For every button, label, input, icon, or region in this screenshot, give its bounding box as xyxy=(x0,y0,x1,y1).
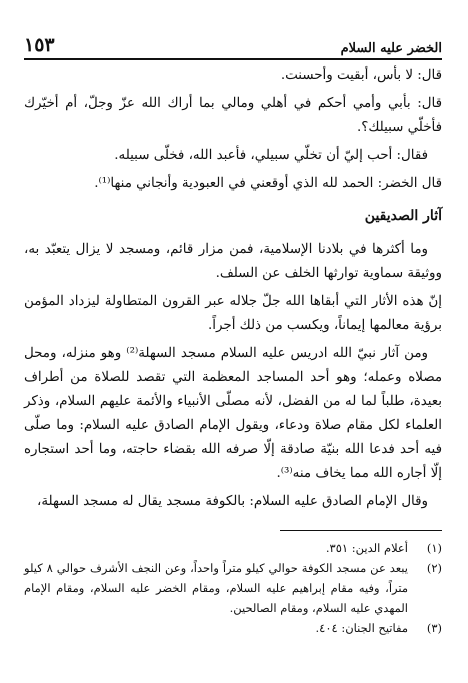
footnote-number: (٣) xyxy=(426,621,442,635)
main-text xyxy=(24,64,442,518)
footnote-text: مفاتيح الجنان: ٤٠٤. xyxy=(315,621,408,635)
paragraph: قال الخضر: الحمد لله الذي أوقعني في العبودية وأنجاني منها⁽¹⁾. xyxy=(94,176,442,191)
page-header xyxy=(24,30,442,56)
running-title: الخضر عليه السلام xyxy=(340,41,442,56)
footnotes xyxy=(24,538,442,638)
footnote-number: (٢) xyxy=(426,561,442,575)
footnote-text: يبعد عن مسجد الكوفة حوالي كيلو متراً واحداً، وعن النجف الأشرف حوالي ٨ كيلو متراً، وفيه مقام إبراهيم عليه السلام، ومقام الخضر عليه السلام، ومقام الإمام المهدي عليه السلام، ومقام الصالحين. xyxy=(24,561,408,615)
footnote xyxy=(24,558,442,618)
paragraph: ومن آثار نبيّ الله ادريس عليه السلام مسجد السهلة⁽²⁾ وهو منزله، ومحل مصلاه وعمله؛ وهو أحد المساجد المعظمة التي تقصد للصلاة من أطراف بعيدة، طلباً لما له من الفضل، لأنه مصلّى الأنبياء والأئمة عليهم السلام، وذكر العلماء لكل مقام صلاة ودعاء، ويقول الإمام الصادق عليه السلام: وما صلّى فيه أحد فدعا الله بنيّة صادقة إلّا صرفه الله بقضاء حاجته، وما أحد استجاره إلّا أجاره الله مما يخاف منه⁽³⁾. xyxy=(24,346,442,481)
footnote xyxy=(24,538,442,558)
footnote xyxy=(24,618,442,638)
paragraph: إنّ هذه الأثار التي أبقاها الله جلّ جلاله عبر القرون المتطاولة ليزداد المؤمن برؤية معالمها إيماناً، ويكسب من ذلك أجراً. xyxy=(24,294,442,333)
page-number: ١٥٣ xyxy=(24,34,55,56)
paragraph: وما أكثرها في بلادنا الإسلامية، فمن مزار قائم، ومسجد لا يزال يتعبّد به، ووثيقة سماوية توارثها الخلف عن السلف. xyxy=(24,242,442,281)
footnote-number: (١) xyxy=(426,541,442,555)
section-heading: آثار الصديقين xyxy=(364,208,442,224)
footnote-rule xyxy=(280,530,442,531)
paragraph: قال: بأبي وأمي أحكم في أهلي ومالي بما أراك الله عزّ وجلّ، أم أخيّرك فأخلّي سبيلك؟. xyxy=(24,96,442,135)
paragraph: فقال: أحب إليّ أن تخلّي سبيلي، فأعبد الله، فخلّى سبيله. xyxy=(114,148,428,163)
paragraph: وقال الإمام الصادق عليه السلام: بالكوفة مسجد يقال له مسجد السهلة، xyxy=(37,494,428,509)
header-rule xyxy=(24,58,442,60)
paragraph: قال: لا بأس، أبقيت وأحسنت. xyxy=(280,68,442,83)
footnote-text: أعلام الدين: ٣٥١. xyxy=(325,541,408,555)
